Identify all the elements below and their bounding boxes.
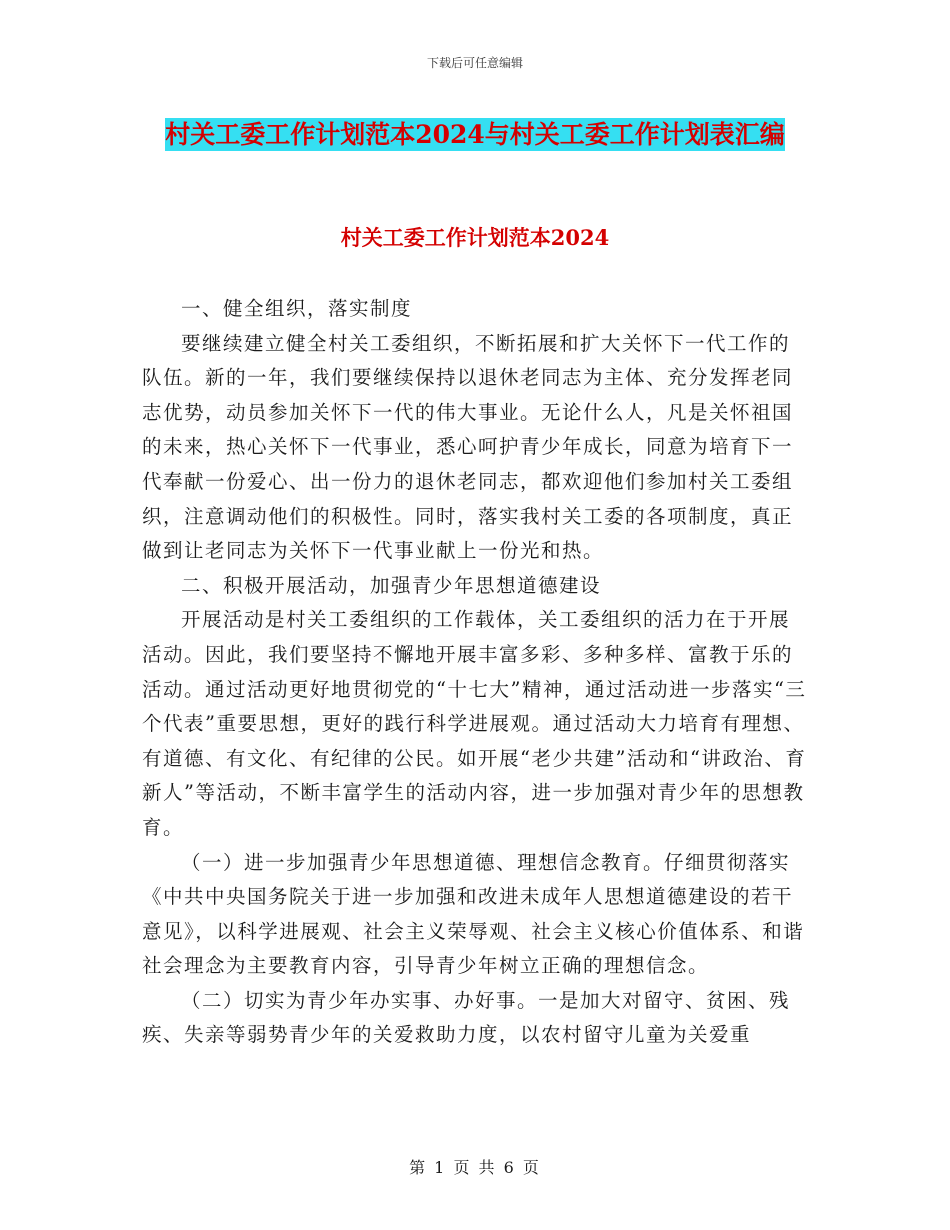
paragraph: 开展活动是村关工委组织的工作载体，关工委组织的活力在于开展活动。因此，我们要坚持不懈地开展丰富多彩、多种多样、富教于乐的活动。通过活动更好地贯彻党的“十七大”精神，通过活动进一步落实“三个代表”重要思想，更好的践行科学进展观。通过活动大力培育有理想、有道德、有文化、有纪律的公民。如开展“老少共建”活动和“讲政治、育新人”等活动，不断丰富学生的活动内容，进一步加强对青少年的思想教育。 (142, 608, 807, 839)
page-number: 第 1 页 共 6 页 (409, 1158, 541, 1177)
section-title: 村关工委工作计划范本2024 (340, 225, 610, 250)
paragraph-heading-2: 二、积极开展活动，加强青少年思想道德建设 (181, 573, 602, 597)
document-title-text: 村关工委工作计划范本2024与村关工委工作计划表汇编 (165, 120, 785, 149)
paragraph: （一）进一步加强青少年思想道德、理想信念教育。仔细贯彻落实《中共中央国务院关于进一步加强和改进未成年人思想道德建设的若干意见》，以科学进展观、社会主义荣辱观、社会主义核心价值体系、和谐社会理念为主要教育内容，引导青少年树立正确的理想信念。 (142, 850, 805, 978)
document-title (140, 112, 810, 158)
paragraph-heading-1: 一、健全组织，落实制度 (181, 297, 413, 320)
page-header-note: 下载后可任意编辑 (426, 56, 523, 70)
document-body (142, 292, 808, 1053)
paragraph: （二）切实为青少年办实事、办好事。一是加大对留守、贫困、残疾、失亲等弱势青少年的关爱救助力度，以农村留守儿童为关爱重 (142, 988, 791, 1047)
paragraph: 要继续建立健全村关工委组织，不断拓展和扩大关怀下一代工作的队伍。新的一年，我们要继续保持以退休老同志为主体、充分发挥老同志优势，动员参加关怀下一代的伟大事业。无论什么人，凡是关怀祖国的未来，热心关怀下一代事业，悉心呵护青少年成长，同意为培育下一代奉献一份爱心、出一份力的退休老同志，都欢迎他们参加村关工委组织，注意调动他们的积极性。同时，落实我村关工委的各项制度，真正做到让老同志为关怀下一代事业献上一份光和热。 (142, 331, 794, 563)
